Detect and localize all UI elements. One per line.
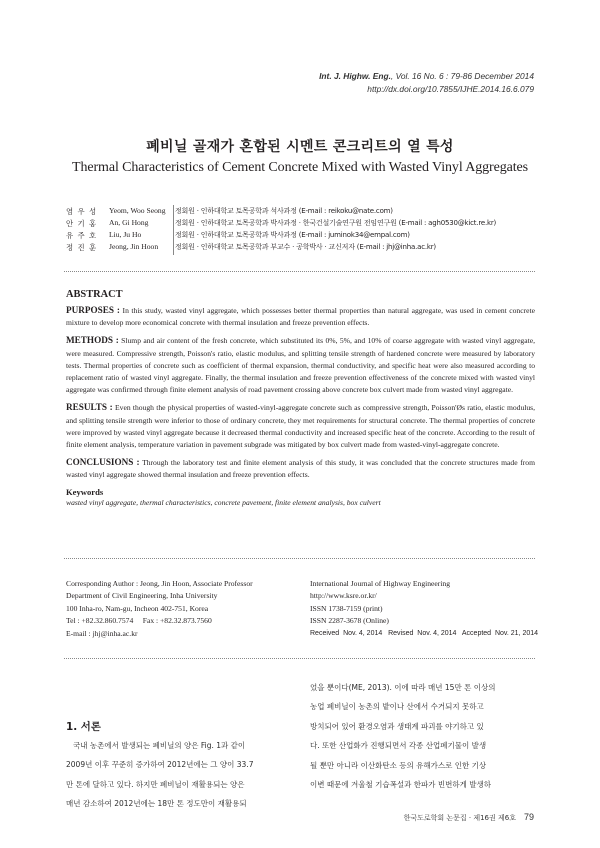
body-line: 매년 감소하여 2012년에는 18만 톤 정도만이 재활용되: [66, 799, 247, 809]
author-list: [66, 206, 536, 254]
journal-name: International Journal of Highway Engineering: [310, 579, 451, 588]
keywords-text: wasted vinyl aggregate, thermal characteristics, concrete pavement, finite element analysis, box culvert: [66, 497, 381, 507]
corr-line: Tel : +82.32.860.7574 Fax : +82.32.873.7560: [66, 616, 212, 626]
volume-info: , Vol. 16 No. 6 : 79-86 December 2014: [390, 71, 534, 81]
divider-bottom: [64, 658, 535, 659]
body-line: 만 톤에 달하고 있다. 하지만 폐비닐이 재활용되는 양은: [66, 779, 245, 789]
received-dates: Received Nov. 4, 2014 Revised Nov. 4, 2014 Accepted Nov. 21, 2014: [310, 629, 539, 637]
results-label: RESULTS :: [66, 402, 113, 413]
conclusions-label: CONCLUSIONS :: [66, 457, 140, 468]
author-name-ko: 안 기 홍: [66, 219, 98, 228]
corr-line: 100 Inha-ro, Nam-gu, Incheon 402-751, Korea: [66, 603, 209, 613]
journal-info: [310, 578, 538, 640]
journal-citation: [319, 70, 534, 83]
results-text: Even though the physical properties of wasted-vinyl-aggregate concrete such as compressive strength, Poisson'Øs ratio, elastic modulus, and splitting tensile strength were inferior to those of ordinary concrete, they met requirements for structural concrete. The thermal properties of concrete were improved by wasted vinyl aggregate because it decreased thermal conductivity and increased specific heat of the concrete. According to the result of finite element analysis, temperature variation in pavement subgrade was mitigated by box culvert made from wasted-vinyl-aggregate concrete.: [66, 403, 536, 450]
author-affiliation: 정회원 · 인하대학교 토목공학과 박사과정 (E-mail : juminok34@empal.com): [175, 231, 410, 239]
body-line: 국내 농촌에서 발생되는 폐비닐의 양은 Fig. 1과 같이: [73, 741, 246, 750]
author-affiliation: 정회원 · 인하대학교 토목공학과 부교수 · 공학박사 · 교신저자 (E-mail : jhj@inha.ac.kr): [175, 243, 436, 251]
conclusions-text: Through the laboratory test and finite element analysis of this study, it was concluded that the concrete structures made from wasted vinyl aggregate showed thermal insulation and freeze prevention effects.: [66, 458, 536, 480]
title-english: Thermal Characteristics of Cement Concrete Mixed with Wasted Vinyl Aggregates: [72, 160, 528, 175]
abstract-purposes: [66, 304, 535, 329]
abstract-conclusions: [66, 456, 535, 481]
author-name-ko: 염 우 성: [66, 207, 98, 216]
author-name-ko: 유 주 호: [66, 231, 98, 240]
body-line: 었을 뿐이다(ME, 2013). 이에 따라 매년 15만 톤 이상의: [310, 683, 496, 692]
title-korean: 폐비닐 골재가 혼합된 시멘트 콘크리트의 열 특성: [146, 139, 454, 155]
purposes-text: In this study, wasted vinyl aggregate, which possesses better thermal properties than natural aggregate, was used in cement concrete mixture to develop more economical concrete with thermal insulation and freeze prevention effects.: [66, 306, 535, 328]
journal-url[interactable]: http://www.ksre.or.kr/: [310, 591, 377, 601]
body-line: 될 뿐만 아니라 이산화탄소 등의 유해가스로 인한 기상: [310, 760, 487, 770]
page-number: 79: [523, 812, 534, 822]
journal-abbr: Int. J. Highw. Eng.: [319, 71, 391, 81]
methods-text: Slump and air content of the fresh concrete, which substituted its 0%, 5%, and 10% of coarse aggregate with wasted vinyl aggregate, were measured. Compressive strength, Poisson's ratio, elastic modulus, and splitting tensile strength of hardened concrete were measured by laboratory tests. Thermal properties of concrete such as coefficient of thermal expansion, thermal conductivity, and specific heat were also measured according to replacement ratio of wasted vinyl aggregate. Finally, the thermal insulation and freeze prevention effectiveness of the concrete mixed with wasted vinyl aggregate was confirmed through finite element analysis of road pavement crossing above concrete box culvert made from wasted vinyl aggregate.: [66, 336, 535, 395]
keywords-heading: Keywords: [66, 486, 104, 497]
journal-header: [319, 70, 534, 96]
author-row: [66, 218, 536, 230]
author-name-en: Jeong, Jin Hoon: [109, 242, 159, 251]
body-line: 2009년 이후 꾸준히 증가하여 2012년에는 그 양이 33.7: [66, 760, 254, 770]
corr-email[interactable]: E-mail : jhj@inha.ac.kr: [66, 628, 138, 638]
author-name-ko: 정 진 훈: [66, 243, 98, 252]
body-line: 이변 때문에 겨울철 기습폭설과 한파가 빈번하게 발생하: [310, 780, 491, 790]
footer-journal: 한국도로학회 논문집 · 제16권 제6호: [403, 814, 516, 822]
corr-line: Department of Civil Engineering, Inha University: [66, 591, 218, 601]
abstract-methods: [66, 334, 535, 396]
methods-label: METHODS :: [66, 335, 119, 346]
issn-print: ISSN 1738-7159 (print): [310, 603, 383, 613]
abstract-results: [66, 401, 535, 451]
author-row: [66, 230, 536, 242]
author-row: [66, 242, 536, 254]
body-line: 방치되어 있어 환경오염과 생태계 파괴를 야기하고 있: [310, 721, 484, 731]
author-name-en: Yeom, Woo Seong: [109, 206, 166, 215]
body-line: 농업 폐비닐이 농촌의 밭이나 산에서 수거되지 못하고: [310, 702, 484, 712]
author-name-en: An, Gi Hong: [109, 218, 149, 227]
divider-middle: [64, 558, 535, 559]
author-name-en: Liu, Ju Ho: [109, 230, 142, 239]
abstract-heading: ABSTRACT: [66, 289, 123, 300]
body-column-left: [66, 736, 288, 814]
body-line: 다. 또한 산업화가 진행되면서 각종 산업폐기물이 발생: [310, 741, 487, 751]
author-affiliation: 정회원 · 인하대학교 토목공학과 박사과정 · 한국건설기술연구원 전임연구원 (E-mail : agh0530@kict.re.kr): [175, 219, 497, 227]
doi-link[interactable]: http://dx.doi.org/10.7855/IJHE.2014.16.6.079: [367, 84, 534, 94]
page-footer: [404, 812, 534, 823]
author-row: [66, 206, 536, 218]
section-title: 1. 서론: [66, 721, 101, 733]
divider-top: [64, 271, 535, 272]
purposes-label: PURPOSES :: [66, 305, 120, 315]
issn-online: ISSN 2287-3678 (Online): [310, 616, 389, 626]
author-divider: [173, 205, 174, 255]
body-column-right: [310, 678, 535, 794]
abstract-section: [66, 289, 535, 509]
author-affiliation: 정회원 · 인하대학교 토목공학과 석사과정 (E-mail : reikoku@nate.com): [175, 207, 393, 215]
corr-line: Corresponding Author : Jeong, Jin Hoon, Associate Professor: [66, 579, 253, 588]
corresponding-author: [66, 578, 253, 640]
